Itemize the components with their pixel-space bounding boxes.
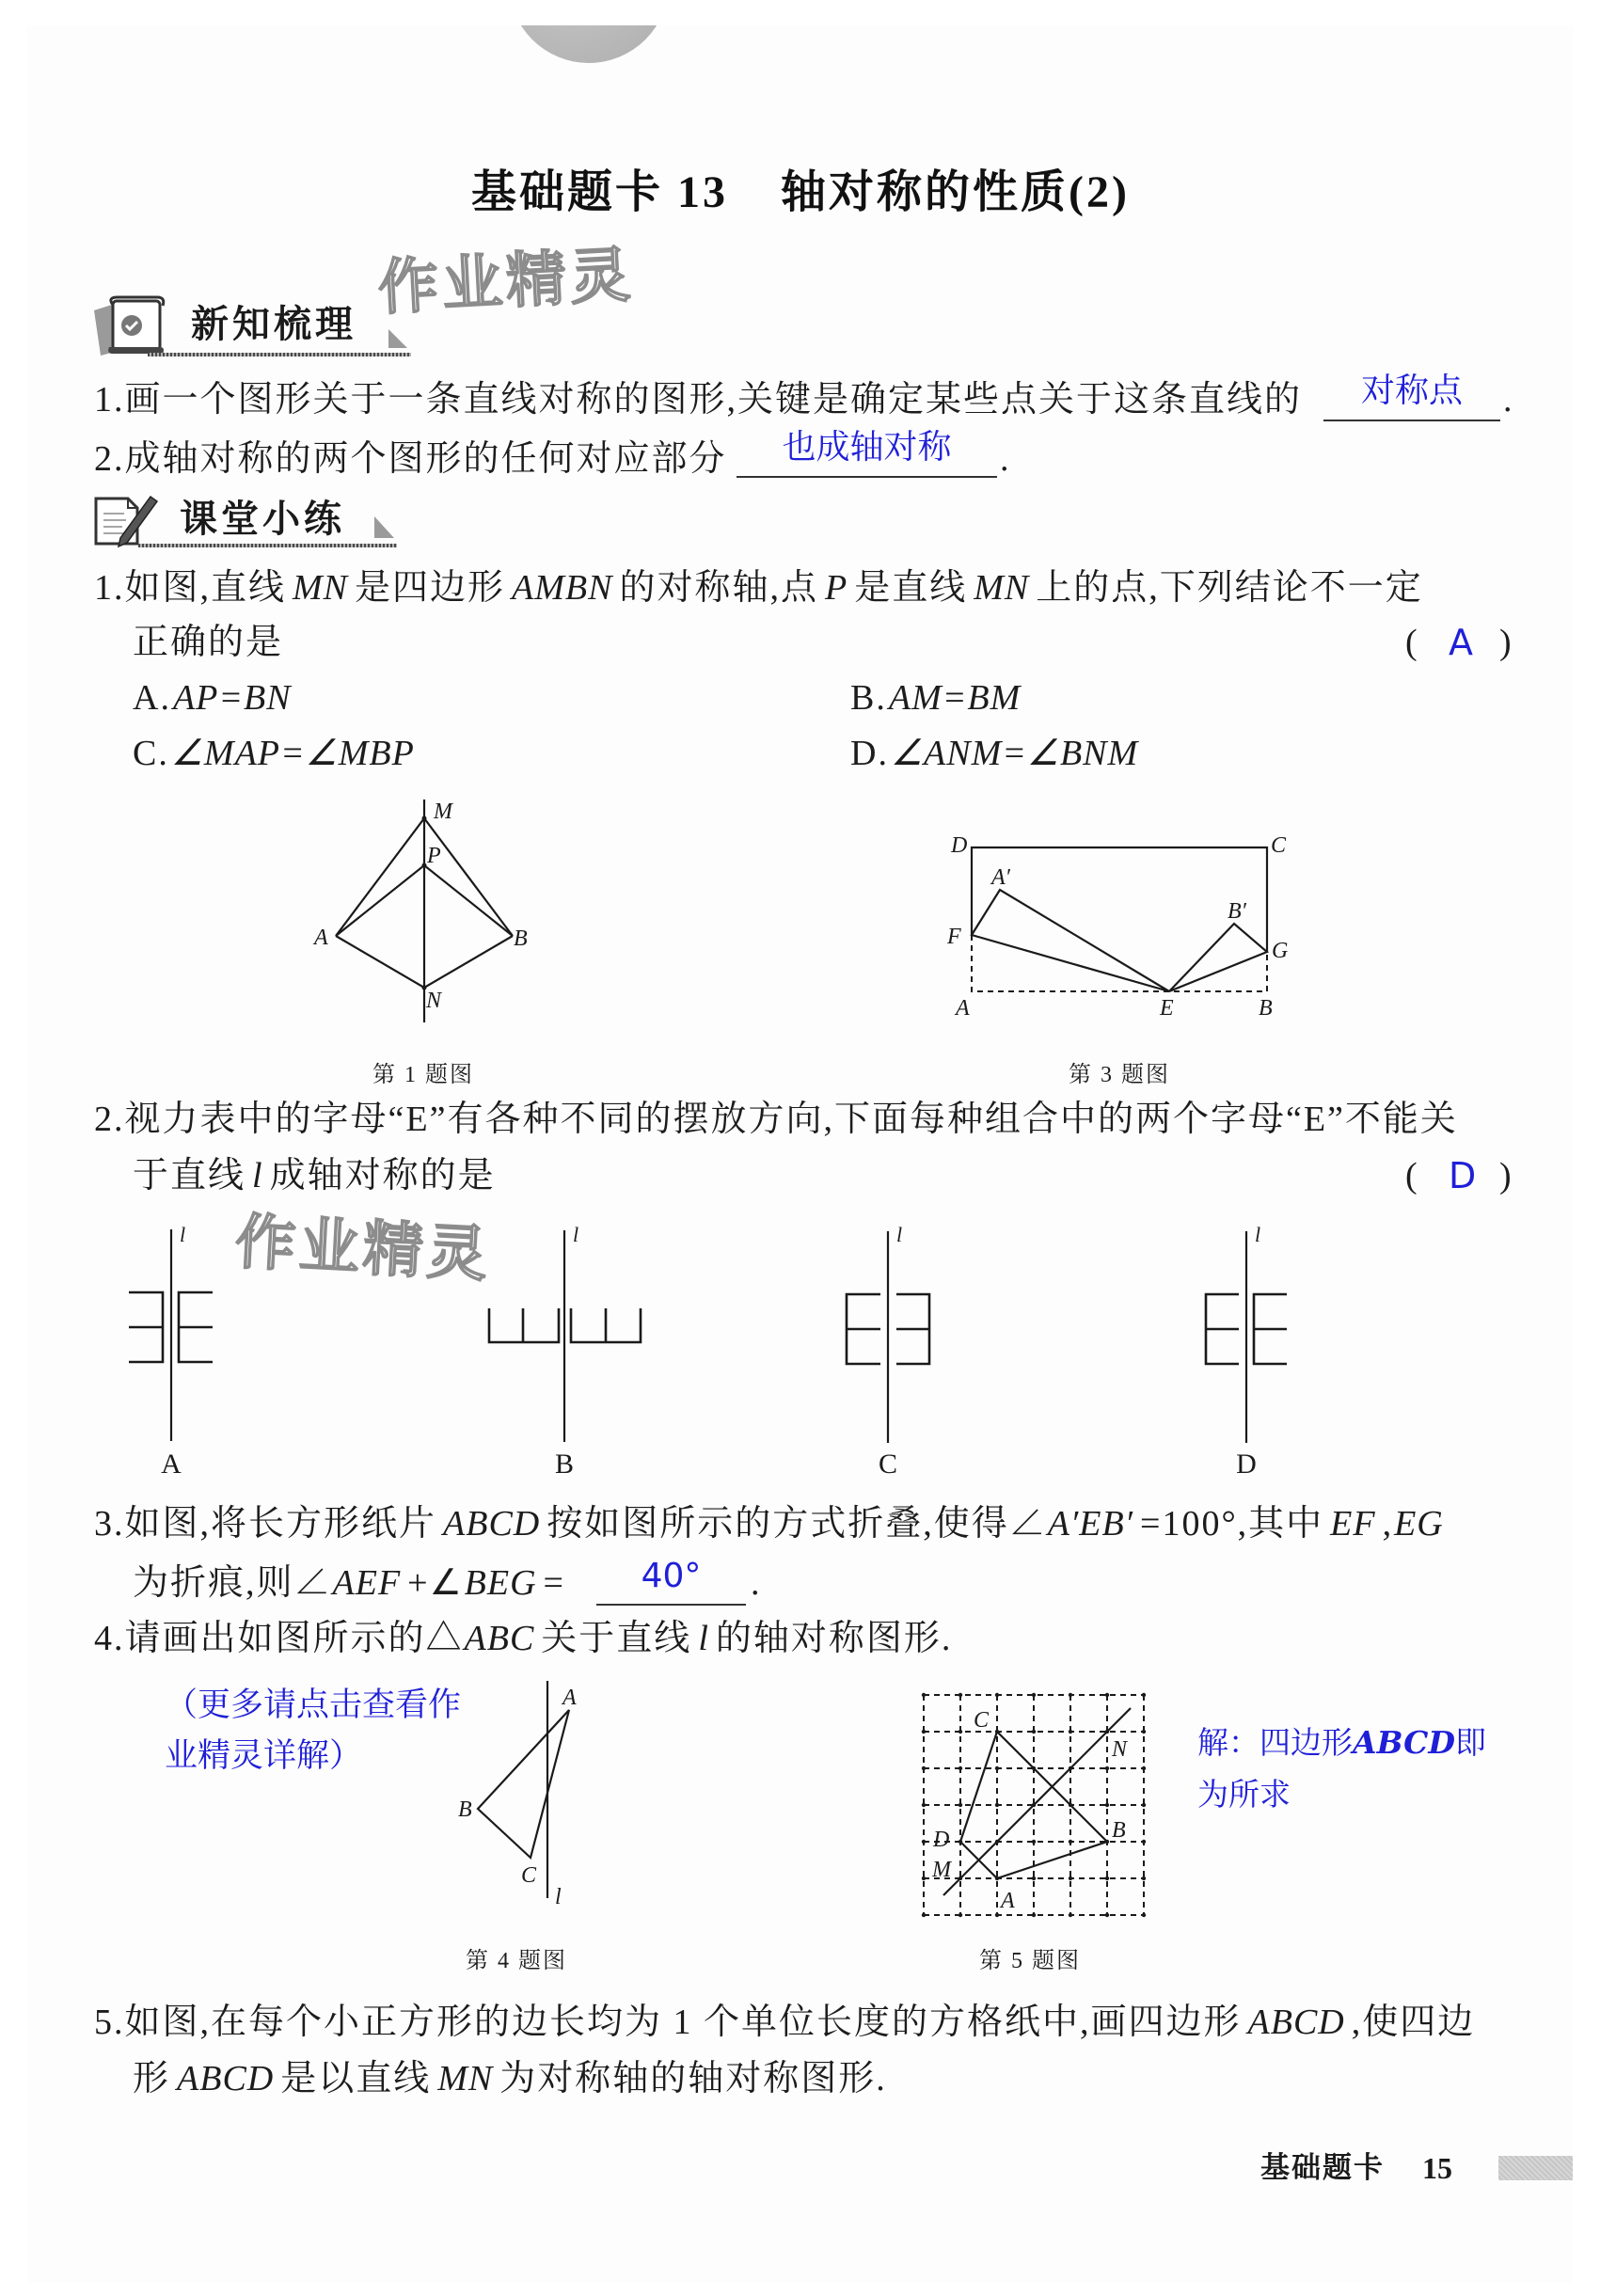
q4-text: 4.请画出如图所示的△ bbox=[94, 1619, 464, 1658]
knowledge-item-1 bbox=[94, 379, 1302, 420]
q1-option-a bbox=[133, 677, 298, 719]
q3-blank bbox=[596, 1552, 746, 1606]
q3-answer: 40° bbox=[641, 1557, 702, 1595]
q1-math: MN bbox=[974, 568, 1030, 608]
q5-stem-line1 bbox=[94, 2002, 1475, 2043]
page-title-prefix: 基础题卡 13 bbox=[471, 167, 729, 217]
q5-math: ABCD bbox=[177, 2059, 275, 2098]
option-label-b: B bbox=[554, 1449, 575, 1480]
option-expression: AP=BN bbox=[172, 678, 292, 718]
q3-math: EG bbox=[1394, 1504, 1444, 1544]
q2-stem-line1: 2.视力表中的字母“E”有各种不同的摆放方向,下面每种组合中的两个字母“E”不能关 bbox=[94, 1100, 1458, 1139]
q5-text: 为对称轴的轴对称图形. bbox=[499, 2059, 887, 2098]
q1-text: 上的点,下列结论不一定 bbox=[1036, 568, 1423, 608]
label-b: B bbox=[1112, 1818, 1126, 1843]
label-b: B bbox=[458, 1797, 472, 1822]
watermark: 作业精灵 bbox=[376, 240, 636, 325]
q1-math: MN bbox=[293, 568, 349, 608]
label-a-prime: A′ bbox=[991, 865, 1010, 890]
q3-math: A′EB′ bbox=[1047, 1504, 1134, 1544]
q3-text: 按如图所示的方式折叠,使得∠ bbox=[547, 1504, 1047, 1544]
q5-text: ,使四边 bbox=[1351, 2003, 1476, 2042]
knowledge-item-1-answer: 对称点 bbox=[1360, 372, 1463, 410]
q5-math: MN bbox=[437, 2059, 494, 2098]
q2-math: l bbox=[252, 1156, 263, 1196]
option-label: B. bbox=[850, 678, 887, 718]
label-g: G bbox=[1272, 939, 1289, 963]
knowledge-item-1-stem: 1.画一个图形关于一条直线对称的图形,关键是确定某些点关于这条直线的 bbox=[94, 380, 1303, 420]
knowledge-item-2 bbox=[94, 438, 727, 480]
header-decoration bbox=[0, 25, 1600, 138]
q5-text: 5.如图,在每个小正方形的边长均为 1 个单位长度的方格纸中,画四边形 bbox=[94, 2003, 1242, 2042]
more-solutions-link[interactable]: 业精灵详解） bbox=[165, 1737, 363, 1775]
q2-text: 于直线 bbox=[133, 1156, 246, 1196]
q3-stem-line1 bbox=[94, 1503, 1450, 1544]
page-area bbox=[26, 25, 1574, 2283]
label-a: A bbox=[562, 1686, 577, 1710]
axis-label-l: l bbox=[896, 1223, 903, 1246]
axis-label-l: l bbox=[180, 1223, 186, 1246]
page-number: 15 bbox=[1422, 2151, 1452, 2185]
option-expression: ∠ANM=∠BNM bbox=[890, 734, 1139, 773]
label-b-prime: B′ bbox=[1228, 899, 1246, 924]
label-n: N bbox=[426, 989, 442, 1013]
q4-figure-caption: 第 4 题图 bbox=[466, 1949, 567, 1973]
footer-label: 基础题卡 bbox=[1260, 2151, 1385, 2185]
q1-text: 是四边形 bbox=[355, 568, 506, 608]
q3-figure-caption: 第 3 题图 bbox=[1069, 1063, 1170, 1087]
q1-text: 1.如图,直线 bbox=[94, 568, 287, 608]
q1-math: P bbox=[824, 568, 848, 608]
q3-text: 为折痕,则∠ bbox=[133, 1563, 332, 1603]
axis-label-l: l bbox=[1255, 1223, 1261, 1246]
q3-math: AEF bbox=[332, 1563, 402, 1603]
q3-period: . bbox=[751, 1563, 762, 1603]
option-label: D. bbox=[850, 734, 889, 773]
notebook-check-icon bbox=[92, 295, 169, 357]
q2-paren-close: ) bbox=[1499, 1156, 1512, 1196]
label-m: M bbox=[434, 800, 452, 824]
q3-text: , bbox=[1382, 1504, 1394, 1544]
q5-solution-line2: 为所求 bbox=[1197, 1776, 1291, 1813]
label-a: A bbox=[1001, 1889, 1015, 1913]
q2-paren-open: ( bbox=[1405, 1156, 1418, 1196]
q2-answer: D bbox=[1449, 1155, 1477, 1196]
label-a: A bbox=[314, 926, 328, 950]
option-expression: AM=BM bbox=[888, 678, 1022, 718]
q1-figure-caption: 第 1 题图 bbox=[372, 1063, 474, 1087]
section-underline bbox=[138, 544, 397, 547]
q1-paren-close: ) bbox=[1499, 623, 1512, 662]
more-solutions-link[interactable]: （更多请点击查看作 bbox=[165, 1686, 462, 1724]
q1-stem-line1 bbox=[94, 567, 1423, 609]
q5-figure-caption: 第 5 题图 bbox=[979, 1949, 1081, 1973]
label-l: l bbox=[555, 1885, 562, 1909]
footer-decoration-bar bbox=[1498, 2156, 1573, 2180]
solution-text: 解：四边形 bbox=[1197, 1724, 1353, 1761]
q1-text: 是直线 bbox=[854, 568, 968, 608]
q2-text: 成轴对称的是 bbox=[269, 1156, 496, 1196]
label-d: D bbox=[933, 1828, 950, 1852]
knowledge-item-2-stem: 2.成轴对称的两个图形的任何对应部分 bbox=[94, 439, 727, 479]
solution-math: ABCD bbox=[1353, 1724, 1455, 1761]
section-heading-new-knowledge: 新知梳理 bbox=[191, 303, 356, 346]
q3-text: +∠ bbox=[407, 1563, 464, 1603]
label-b: B bbox=[514, 926, 528, 951]
q5-solution-line1 bbox=[1197, 1724, 1486, 1762]
knowledge-item-2-period: . bbox=[1000, 439, 1011, 479]
label-a: A bbox=[956, 996, 970, 1021]
q3-stem-line2 bbox=[133, 1562, 565, 1604]
axis-label-l: l bbox=[573, 1223, 579, 1246]
label-c: C bbox=[974, 1708, 990, 1733]
label-c: C bbox=[521, 1863, 537, 1888]
label-m: M bbox=[932, 1858, 951, 1882]
knowledge-item-1-period: . bbox=[1503, 380, 1514, 420]
document-pen-icon bbox=[92, 489, 162, 549]
q4-text: 的轴对称图形. bbox=[715, 1619, 953, 1658]
section-heading-practice: 课堂小练 bbox=[180, 498, 345, 541]
option-label: A. bbox=[133, 678, 171, 718]
option-expression: ∠MAP=∠MBP bbox=[170, 734, 415, 773]
label-f: F bbox=[947, 925, 961, 949]
knowledge-item-2-answer: 也成轴对称 bbox=[782, 428, 952, 467]
label-e: E bbox=[1160, 996, 1174, 1021]
q3-text: 3.如图,将长方形纸片 bbox=[94, 1504, 437, 1544]
grey-semicircle-decoration bbox=[509, 25, 669, 63]
q3-math: BEG bbox=[464, 1563, 537, 1603]
label-n: N bbox=[1112, 1737, 1128, 1762]
q1-text: 的对称轴,点 bbox=[619, 568, 818, 608]
q5-text: 形 bbox=[133, 2059, 171, 2098]
q1-answer: A bbox=[1449, 622, 1473, 663]
q3-math: EF bbox=[1330, 1504, 1376, 1544]
label-c: C bbox=[1271, 833, 1287, 858]
q5-text: 是以直线 bbox=[280, 2059, 432, 2098]
label-p: P bbox=[427, 844, 441, 868]
label-d: D bbox=[951, 833, 968, 858]
knowledge-item-1-blank bbox=[1323, 367, 1500, 421]
watermark: 作业精灵 bbox=[233, 1207, 493, 1291]
q1-paren-open: ( bbox=[1405, 623, 1418, 662]
q3-math: ABCD bbox=[443, 1504, 541, 1544]
q3-text: =100°,其中 bbox=[1140, 1504, 1324, 1544]
section-underline bbox=[148, 353, 411, 356]
q5-math: ABCD bbox=[1247, 2003, 1345, 2042]
page-title-topic: 轴对称的性质(2) bbox=[781, 167, 1130, 217]
option-label: C. bbox=[133, 734, 169, 773]
q4-math: ABC bbox=[464, 1619, 535, 1658]
q4-math: l bbox=[698, 1619, 709, 1658]
q1-option-d bbox=[850, 733, 1145, 774]
knowledge-item-2-blank bbox=[737, 423, 997, 478]
q1-stem-line2: 正确的是 bbox=[133, 623, 284, 662]
label-b: B bbox=[1259, 996, 1273, 1021]
option-label-d: D bbox=[1236, 1449, 1257, 1480]
q4-stem bbox=[94, 1618, 952, 1659]
solution-text: 即 bbox=[1455, 1724, 1486, 1761]
q4-text: 关于直线 bbox=[541, 1619, 692, 1658]
q2-stem-line2 bbox=[133, 1155, 496, 1196]
option-label-c: C bbox=[878, 1449, 898, 1480]
q5-stem-line2 bbox=[133, 2058, 887, 2099]
q1-math: AMBN bbox=[512, 568, 613, 608]
q1-option-c bbox=[133, 733, 421, 774]
q1-option-b bbox=[850, 677, 1027, 719]
option-label-a: A bbox=[161, 1449, 182, 1480]
q3-text: = bbox=[543, 1563, 565, 1603]
